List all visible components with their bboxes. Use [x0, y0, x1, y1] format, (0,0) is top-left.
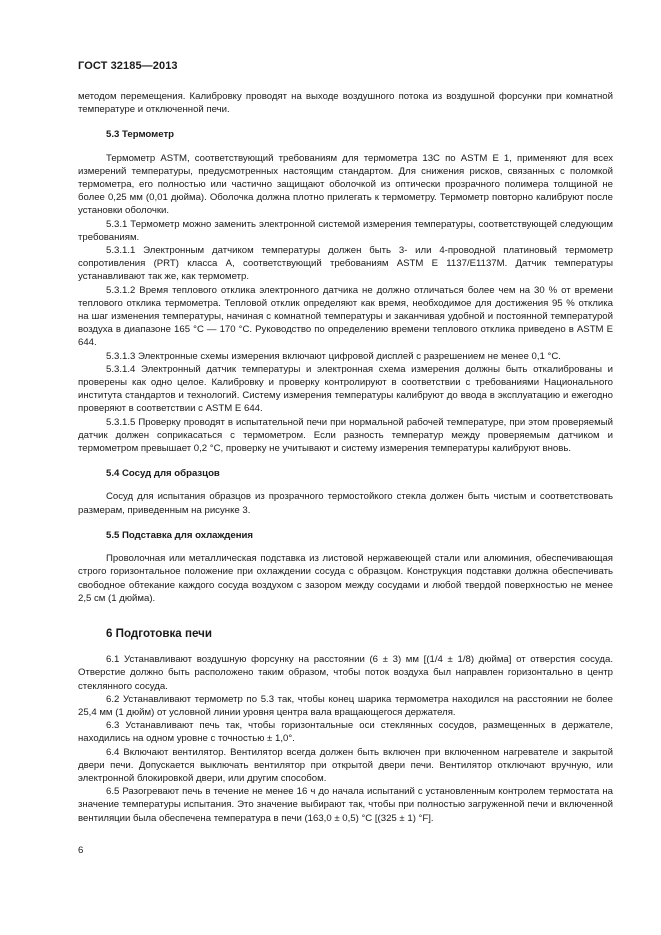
section-5-5-title: 5.5 Подставка для охлаждения	[106, 529, 254, 541]
section-5-5-paragraph: Проволочная или металлическая подставка из листовой нержавеющей стали или алюминия, обеспечивающая строго горизонтальное положение при охлаждении сосуда с образцом. Конструкция подставки должна обеспечивать свободное обтекание каждого сосуда воздухом с зазором между сосудами и любой твердой поверхностью не менее 2,5 см (1 дюйма).	[78, 553, 613, 604]
lead-paragraph: методом перемещения. Калибровку проводят на выходе воздушного потока из воздушной форсунки при комнатной температуре и отключенной печи.	[78, 91, 613, 116]
page-number: 6	[78, 845, 84, 856]
clause-5-3-1-2: 5.3.1.2 Время теплового отклика электронного датчика не должно отличаться более чем на 30 % от времени теплового отклика термометра. Тепловой отклик определяют как время, необходимое для достижения 95 % отклика на шаг изменения температуры, начиная с комнатной температуры и заканчивая удобной и постоянной температурой воздуха в диапазоне 165 °С — 170 °С. Руководство по определению времени теплового отклика приведено в ASTM E 644.	[78, 284, 613, 349]
section-5-3-paragraph: Термометр ASTM, соответствующий требованиям для термометра 13С по ASTM E 1, применяют для всех измерений температуры, предусмотренных настоящим стандартом. Для снижения рисков, связанных с поломкой термометра, его полностью или частично защищают оболочкой из оптически прозрачного полимера толщиной не более 0,25 мм (0,01 дюйма). Оболочка должна плотно прилегать к термометру. Термометр повторно калибруют после установки оболочки.	[78, 152, 613, 217]
clause-5-3-1-4: 5.3.1.4 Электронный датчик температуры и электронная схема измерения должны быть откалиброваны и проверены как одно целое. Калибровку и проверку контролируют в соответствии с требованиями Национального института стандартов и технологий. Систему измерения температуры калибруют до ввода в эксплуатацию и ежегодно проверяют в соответствии с ASTM E 644.	[78, 363, 613, 415]
clause-5-3-1-3: 5.3.1.3 Электронные схемы измерения включают цифровой дисплей с разрешением не менее 0,1 °С.	[106, 350, 561, 362]
clause-6-2: 6.2 Устанавливают термометр по 5.3 так, чтобы конец шарика термометра находился на расстоянии не более 25,4 мм (1 дюйм) от условной линии уровня центра вала вращающегося держателя.	[78, 693, 613, 718]
section-5-4-title: 5.4 Сосуд для образцов	[106, 468, 220, 480]
chapter-6-title: 6 Подготовка печи	[106, 626, 212, 640]
clause-5-3-1: 5.3.1 Термометр можно заменить электронной системой измерения температуры, соответствующей следующим требованиям.	[78, 218, 613, 243]
document-body	[78, 90, 613, 825]
section-5-4-paragraph: Сосуд для испытания образцов из прозрачного термостойкого стекла должен быть чистым и соответствовать размерам, приведенным на рисунке 3.	[78, 491, 613, 516]
section-5-3-title: 5.3 Термометр	[106, 129, 175, 141]
clause-6-3: 6.3 Устанавливают печь так, чтобы горизонтальные оси стеклянных сосудов, размещенных в держателе, находились на одном уровне с точностью ± 1,0°.	[78, 720, 613, 745]
clause-5-3-1-1: 5.3.1.1 Электронным датчиком температуры должен быть 3- или 4-проводной платиновый термометр сопротивления (PRT) класса A, соответствующий требованиям ASTM E 1137/E1137M. Датчик температуры устанавливают так же, как термометр.	[78, 245, 613, 283]
clause-6-4: 6.4 Включают вентилятор. Вентилятор всегда должен быть включен при включенном нагревателе и закрытой двери печи. Допускается выключать вентилятор при открытой двери печи. Вентилятор отключают вручную, или электронной блокировкой двери, или другим способом.	[78, 746, 613, 784]
clause-6-5: 6.5 Разогревают печь в течение не менее 16 ч до начала испытаний с установленным контролем термостата на значение температуры испытания. Это значение выбирают так, чтобы при полностью загруженной печи и включенной вентиляции была обеспечена температура в печи (163,0 ± 0,5) °С [(325 ± 1) °F].	[78, 786, 613, 824]
document-header: ГОСТ 32185—2013	[78, 60, 178, 72]
clause-6-1: 6.1 Устанавливают воздушную форсунку на расстоянии (6 ± 3) мм [(1/4 ± 1/8) дюйма] от отверстия сосуда. Отверстие должно быть расположено таким образом, чтобы поток воздуха был направлен горизонтально в центр стеклянного сосуда.	[78, 654, 613, 692]
clause-5-3-1-5: 5.3.1.5 Проверку проводят в испытательной печи при нормальной рабочей температуре, при этом проверяемый датчик должен соприкасаться с термометром. Если разность температур между проверяемым датчиком и термометром превышает 0,2 °С, проверку не учитывают и систему измерения температуры калибруют вновь.	[78, 416, 613, 455]
